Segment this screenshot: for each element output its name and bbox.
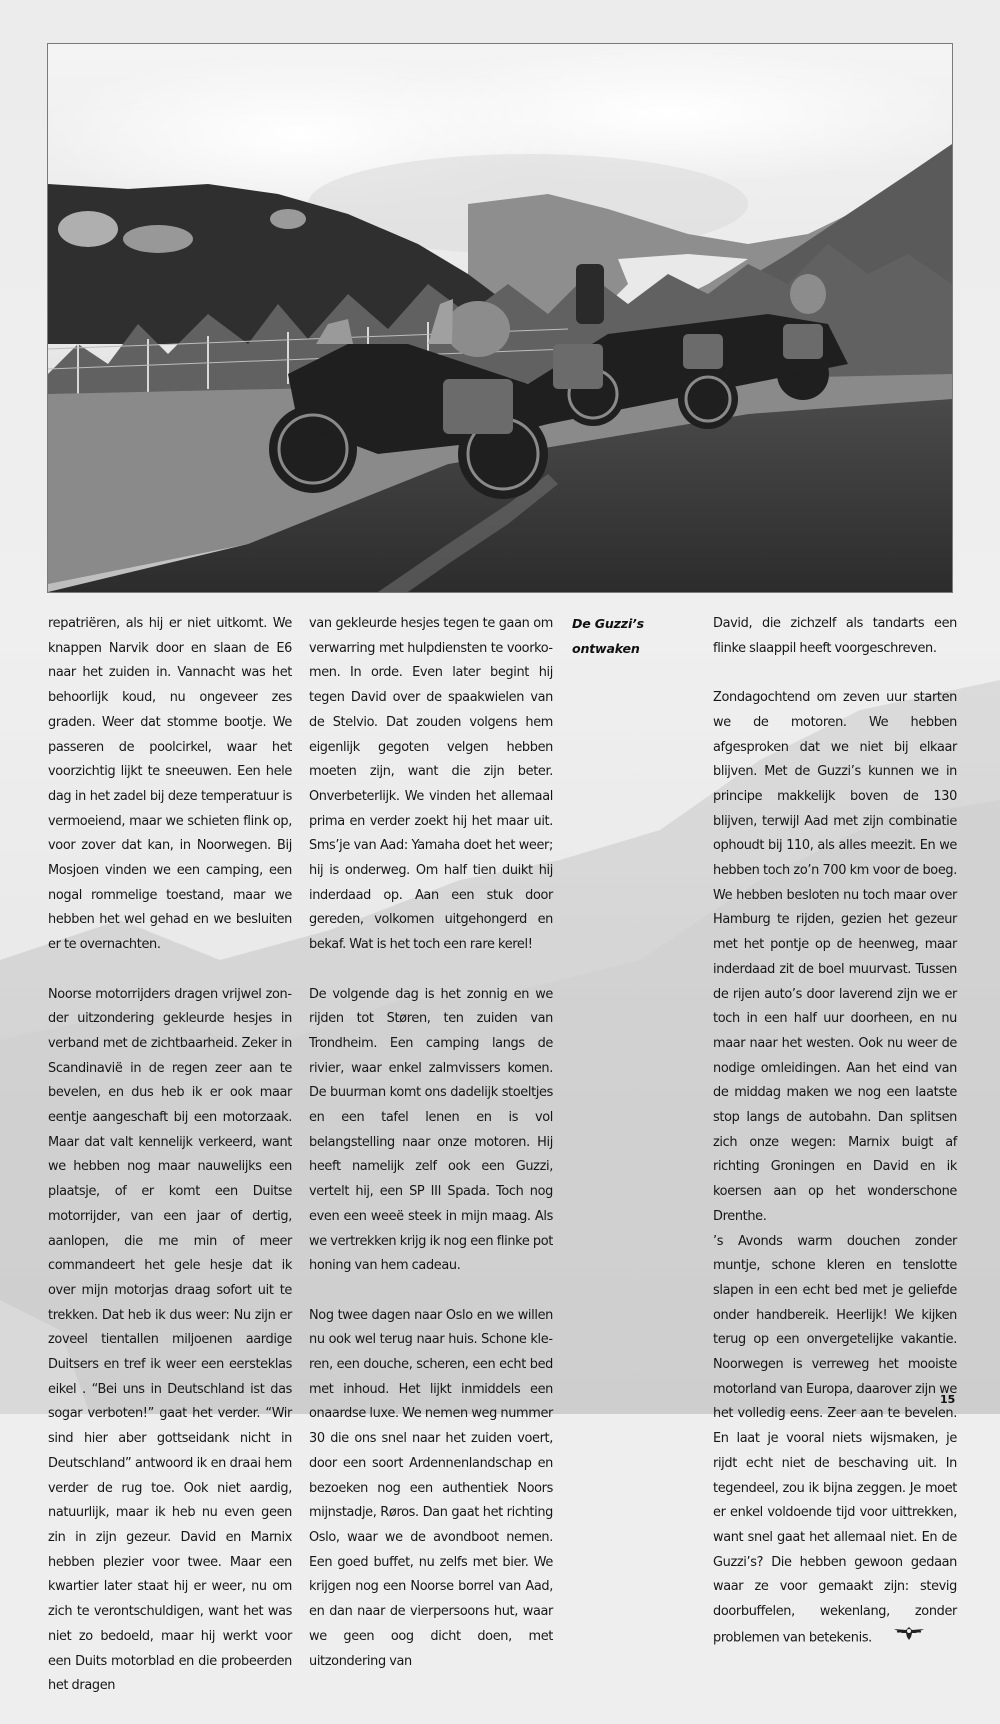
paragraph: Noorse motorrijders dragen vrijwel zonder uitzondering gekleurde hesjes in verband met de zichtbaarheid. Zeker in Scandinavië in de regen zeer aan te bevelen, en dus heb ik er ook maar eentje aangeschaft bij een motorzaak. Maar dat valt kennelijk verkeerd, want we hebben nog maar nauwelijks een plaatsje, of er komt een Duitse motorrijder, van een jaar of dertig, aanlopen, die me min of meer commandeert het gele hesje dat ik over mijn motorjas draag sofort uit te trekken. Dat heb ik dus weer: Nu zijn er zoveel tientallen miljoenen aardige Duitsers en tref ik weer een eersteklas eikel . “Bei uns in Deutschland ist das sogar verboten!” gaat het verder. “Wir sind hier aber gottseidank nicht in Deutschland” antwoord ik en draai hem verder de rug toe. Ook niet aardig, natuurlijk, maar ik heb nu even geen zin in zijn gezeur. David en Marnix hebben plezier voor twee. Maar een kwartier later staat hij er weer, nu om zich te verontschuldigen, want het was niet zo bedoeld, maar hij werkt voor een Duits motorblad en die probeerden het dragen xyxy=(48,986,292,1694)
hero-photo xyxy=(47,43,953,593)
paragraph: David, die zichzelf als tandarts een flinke slaappil heeft voorgeschreven. xyxy=(713,616,957,656)
paragraph: van gekleurde hesjes tegen te gaan om verwarring met hulpdiensten te voorkomen. In orde. Even later begint hij tegen David over de spaakwielen van de Stelvio. Dat zouden volgens hem eigenlijk gegoten velgen hebben moeten zijn, want die zijn beter. Onverbeterlijk. We vinden het allemaal prima en verder zoekt hij het maar uit. Sms’je van Aad: Yamaha doet het weer; hij is onderweg. Om half tien duikt hij inderdaad op. Aan een stuk door gereden, volkomen uitgehongerd en bekaf. Wat is het toch een rare kerel! xyxy=(309,616,553,953)
paragraph: De volgende dag is het zonnig en we rijden tot Støren, ten zuiden van Trondheim. Een camping langs de rivier, waar enkel zalmvissers komen. De buurman komt ons dadelijk stoeltjes en een tafel lenen en is vol belangstelling naar onze motoren. Hij heeft namelijk zelf ook een Guzzi, vertelt hij, een SP III Spada. Toch nog even een weeë steek in mijn maag. Als we vertrekken krijg ik nog een flinke pot honing van hem cadeau. xyxy=(309,986,553,1274)
paragraph: repatriëren, als hij er niet uitkomt. We knappen Narvik door en slaan de E6 naar het zuiden in. Vannacht was het behoorlijk koud, nu ongeveer zes graden. Weer dat stomme bootje. We passeren de poolcirkel, waar het voorzichtig lijkt te sneeuwen. Een hele dag in het zadel bij deze temperatuur is vermoeiend, maar we schieten flink op, voor zover dat kan, in Noorwegen. Bij Mosjoen vinden we een camping, een nogal rommelige toestand, maar we hebben het wel gehad en we besluiten er te overnachten. xyxy=(48,616,292,953)
column-1 xyxy=(48,612,292,1724)
moto-guzzi-eagle-icon xyxy=(894,1625,924,1651)
paragraph xyxy=(713,1230,957,1651)
column-2 xyxy=(309,612,553,1699)
column-3 xyxy=(713,612,957,1651)
page-number: 15 xyxy=(940,1393,956,1406)
motorcycles-fjord-photo xyxy=(48,44,952,592)
paragraph: Zondagochtend om zeven uur starten we de motoren. We hebben afgesproken dat we niet bij elkaar blijven. Met de Guzzi’s kunnen we in principe makkelijk boven de 130 blijven, terwijl Aad met zijn combinatie ophoudt bij 110, als alles meezit. En we hebben toch zo’n 700 km voor de boeg. We hebben besloten nu toch maar over Hamburg te rijden, gezien het gezeur met het pontje op de heenweg, maar inderdaad zit de boel muurvast. Tussen de rijen auto’s door laverend zijn we er toch in een half uur doorheen, en nu maar naar het westen. Ook nu weer de nodige omleidingen. Aan het eind van de middag maken we nog een laatste stop langs de autobahn. Dan splitsen zich onze wegen: Marnix buigt af richting Groningen en David en ik koersen aan op het wonderschone Drenthe. xyxy=(713,690,957,1224)
photo-caption: De Guzzi’s ontwaken xyxy=(572,616,644,656)
paragraph: Nog twee dagen naar Oslo en we willen nu ook wel terug naar huis. Schone kleren, een douche, scheren, een echt bed met inhoud. Het lijkt inmiddels een onaardse luxe. We nemen weg nummer 30 die ons snel naar het zuiden voert, door een soort Ardennenlandschap en bezoeken nog een authentiek Noors mijnstadje, Røros. Dan gaat het richting Oslo, waar we de avondboot nemen. Een goed buffet, nu zelfs met bier. We krijgen nog een Noorse borrel van Aad, en dan naar de vierpersoons hut, waar we geen oog dicht doen, met uitzondering van xyxy=(309,1307,553,1669)
closing-paragraph-text: ’s Avonds warm douchen zonder muntje, schone kleren en tenslotte slapen in een echt bed met je geliefde onder handbereik. Heerlijk! We kijken terug op een onvergetelijke vakantie. Noorwegen is verreweg het mooiste motorland van Europa, daarover zijn we het volledig eens. Zeer aan te bevelen. En laat je vooral niets wijsmaken, je rijdt echt niet de beschaving uit. In tegendeel, zou ik bijna zeggen. Je moet er enkel voldoende tijd voor uittrekken, want snel gaat het allemaal niet. En de Guzzi’s? Die hebben gewoon gedaan waar ze voor gemaakt zijn: stevig doorbuffelen, wekenlang, zonder problemen van betekenis. xyxy=(713,1233,957,1646)
